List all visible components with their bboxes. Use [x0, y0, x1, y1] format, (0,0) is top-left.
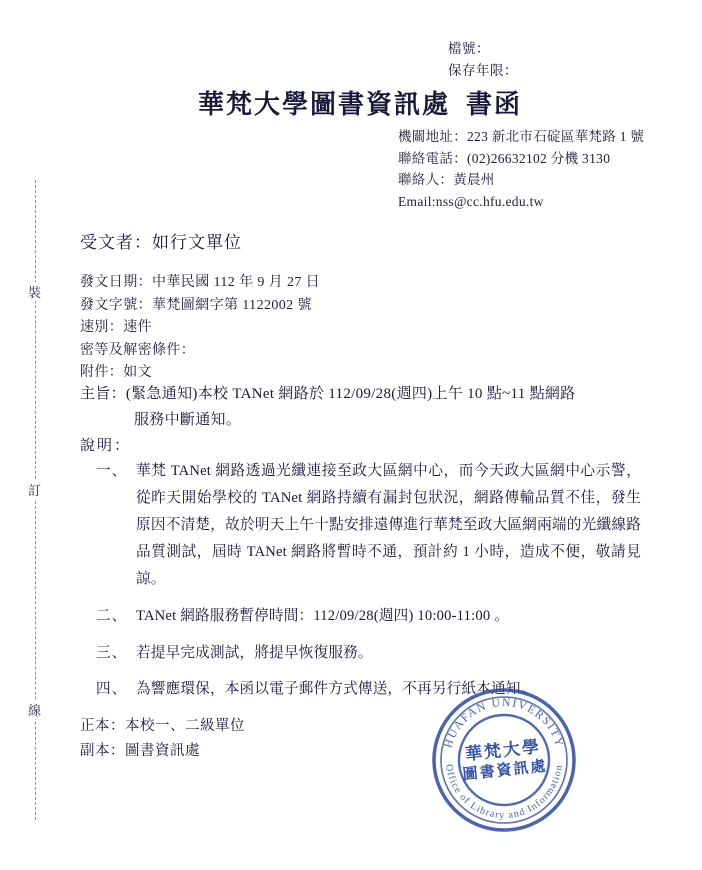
title-main: 華梵大學圖書資訊處 [197, 90, 450, 119]
binding-marks [22, 180, 48, 820]
list-item [96, 458, 641, 593]
binding-dash-line [35, 180, 36, 820]
list-item-text: 為響應環保，本函以電子郵件方式傳送，不再另行紙本通知。 [136, 681, 536, 697]
contact-person: 聯絡人：黃晨州 [398, 172, 495, 187]
subject-block [80, 381, 640, 433]
subject-line-1: (緊急通知)本校 TANet 網路於 112/09/28(週四)上午 10 點~11 點網路 [125, 386, 576, 402]
subject-line-2: 服務中斷通知。 [134, 412, 242, 428]
binding-mark-1: 裝 [22, 282, 48, 301]
meta-speed: 速別：速件 [80, 320, 152, 335]
list-item-text: TANet 網路服務暫停時間：112/09/28(週四) 10:00-11:00 。 [136, 608, 509, 624]
meta-secrecy: 密等及解密條件： [80, 342, 196, 358]
seal-line-1: 華梵大學 [464, 736, 542, 764]
list-item-number: 二、 [96, 608, 128, 624]
recipient-line: 受文者：如行文單位 [80, 233, 242, 252]
list-item [96, 676, 641, 703]
meta-doc-number: 發文字號：華梵圖網字第 1122002 號 [80, 297, 312, 313]
list-item-number: 一、 [96, 463, 128, 479]
contact-address: 機關地址：223 新北市石碇區華梵路 1 號 [398, 129, 645, 144]
list-item-number: 四、 [96, 681, 128, 697]
meta-attachment: 附件：如文 [80, 365, 152, 380]
file-number-label: 檔號： [448, 41, 490, 56]
list-item-number: 三、 [96, 644, 128, 661]
archive-block [448, 38, 518, 82]
footer-block [80, 714, 245, 764]
binding-mark-2: 訂 [22, 480, 48, 499]
seal-line-2: 圖書資訊處 [461, 758, 549, 783]
svg-text:Office of Library and Informat: Office of Library and Information [443, 763, 565, 822]
footer-original: 正本：本校一、二級單位 [80, 718, 245, 734]
contact-phone: 聯絡電話：(02)26632102 分機 3130 [398, 150, 611, 166]
svg-text:HUAFAN UNIVERSITY: HUAFAN UNIVERSITY [442, 696, 566, 750]
contact-block [398, 126, 644, 212]
list-item [96, 603, 641, 630]
meta-block [80, 272, 320, 385]
explanation-items [96, 458, 641, 713]
contact-email: Email:nss@cc.hfu.edu.tw [398, 193, 544, 209]
footer-copy: 副本：圖書資訊處 [80, 743, 200, 759]
list-item-text: 若提早完成測試，將提早恢復服務。 [136, 644, 373, 661]
explanation-label: 說明： [80, 438, 132, 454]
binding-mark-3: 線 [22, 700, 48, 719]
list-item-text: 華梵 TANet 網路透過光纖連接至政大區網中心，而今天政大區網中心示警，從昨天開始學校的 TANet 網路持續有漏封包狀況，網路傳輸品質不佳，發生原因不清楚，故於明天上午十點安排遠傳進行華梵至政大區網兩端的光纖線路品質測試，屆時 TANet 網路將暫時不通，預計約 1 小時，造成不便，敬請見諒。 [136, 463, 641, 587]
page-title [0, 84, 702, 121]
retention-label: 保存年限： [448, 63, 518, 78]
list-item [96, 640, 641, 667]
title-suffix: 書函 [466, 90, 523, 119]
meta-date: 發文日期：中華民國 112 年 9 月 27 日 [80, 275, 321, 290]
subject-label: 主旨： [80, 386, 126, 402]
